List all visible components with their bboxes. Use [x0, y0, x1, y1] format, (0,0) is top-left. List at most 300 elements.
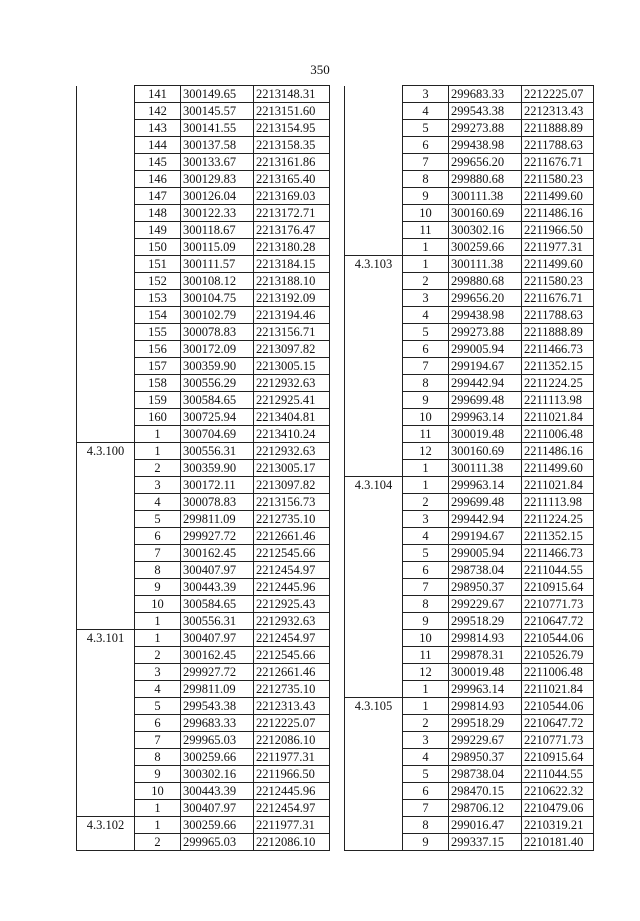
point-number-cell: 10	[403, 630, 449, 647]
table-row	[345, 834, 594, 851]
table-row	[345, 613, 594, 630]
section-cell	[77, 188, 135, 205]
x-coordinate-cell: 299518.29	[449, 715, 522, 732]
section-cell	[345, 154, 403, 171]
point-number-cell: 6	[403, 562, 449, 579]
point-number-cell: 11	[403, 222, 449, 239]
x-coordinate-cell: 299543.38	[449, 103, 522, 120]
point-number-cell: 7	[135, 732, 181, 749]
x-coordinate-cell: 298738.04	[449, 766, 522, 783]
table-row	[345, 154, 594, 171]
x-coordinate-cell: 299699.48	[449, 392, 522, 409]
y-coordinate-cell: 2213154.95	[254, 120, 330, 137]
section-cell	[77, 256, 135, 273]
x-coordinate-cell: 300259.66	[181, 749, 254, 766]
table-row	[77, 681, 330, 698]
x-coordinate-cell: 299699.48	[449, 494, 522, 511]
table-row	[345, 341, 594, 358]
point-number-cell: 1	[135, 817, 181, 834]
x-coordinate-cell: 300162.45	[181, 545, 254, 562]
point-number-cell: 141	[135, 86, 181, 103]
section-cell	[345, 86, 403, 103]
point-number-cell: 12	[403, 443, 449, 460]
section-cell	[345, 205, 403, 222]
section-cell: 4.3.105	[345, 698, 403, 715]
section-cell	[77, 783, 135, 800]
y-coordinate-cell: 2213192.09	[254, 290, 330, 307]
point-number-cell: 2	[135, 460, 181, 477]
table-row	[77, 596, 330, 613]
table-row	[77, 171, 330, 188]
table-row	[77, 562, 330, 579]
table-row	[77, 205, 330, 222]
section-cell	[345, 137, 403, 154]
point-number-cell: 8	[135, 562, 181, 579]
x-coordinate-cell: 299005.94	[449, 341, 522, 358]
y-coordinate-cell: 2210526.79	[522, 647, 594, 664]
y-coordinate-cell: 2212545.66	[254, 545, 330, 562]
table-row	[77, 273, 330, 290]
section-cell	[345, 171, 403, 188]
y-coordinate-cell: 2212225.07	[254, 715, 330, 732]
point-number-cell: 8	[403, 817, 449, 834]
x-coordinate-cell: 299442.94	[449, 375, 522, 392]
x-coordinate-cell: 300162.45	[181, 647, 254, 664]
y-coordinate-cell: 2210771.73	[522, 732, 594, 749]
x-coordinate-cell: 300172.11	[181, 477, 254, 494]
x-coordinate-cell: 300111.38	[449, 188, 522, 205]
section-cell	[77, 562, 135, 579]
point-number-cell: 7	[403, 154, 449, 171]
y-coordinate-cell: 2211486.16	[522, 205, 594, 222]
point-number-cell: 143	[135, 120, 181, 137]
y-coordinate-cell: 2211006.48	[522, 426, 594, 443]
y-coordinate-cell: 2213194.46	[254, 307, 330, 324]
y-coordinate-cell: 2210544.06	[522, 630, 594, 647]
x-coordinate-cell: 300019.48	[449, 426, 522, 443]
point-number-cell: 4	[403, 307, 449, 324]
section-cell	[345, 426, 403, 443]
x-coordinate-cell: 300104.75	[181, 290, 254, 307]
y-coordinate-cell: 2211044.55	[522, 562, 594, 579]
section-cell	[77, 409, 135, 426]
x-coordinate-cell: 299878.31	[449, 647, 522, 664]
section-cell	[77, 392, 135, 409]
table-row	[77, 732, 330, 749]
x-coordinate-cell: 300102.79	[181, 307, 254, 324]
section-cell	[345, 664, 403, 681]
section-cell	[345, 715, 403, 732]
x-coordinate-cell: 300407.97	[181, 562, 254, 579]
section-cell	[77, 766, 135, 783]
x-coordinate-cell: 300115.09	[181, 239, 254, 256]
table-row	[77, 834, 330, 851]
x-coordinate-cell: 300141.55	[181, 120, 254, 137]
point-number-cell: 1	[403, 460, 449, 477]
point-number-cell: 1	[135, 630, 181, 647]
x-coordinate-cell: 298470.15	[449, 783, 522, 800]
point-number-cell: 7	[403, 800, 449, 817]
y-coordinate-cell: 2210771.73	[522, 596, 594, 613]
section-cell	[345, 290, 403, 307]
table-row	[77, 477, 330, 494]
x-coordinate-cell: 299965.03	[181, 834, 254, 851]
table-row	[345, 86, 594, 103]
section-cell	[77, 494, 135, 511]
section-cell	[77, 749, 135, 766]
point-number-cell: 149	[135, 222, 181, 239]
point-number-cell: 152	[135, 273, 181, 290]
x-coordinate-cell: 300443.39	[181, 579, 254, 596]
point-number-cell: 3	[403, 86, 449, 103]
point-number-cell: 9	[403, 834, 449, 851]
point-number-cell: 5	[403, 545, 449, 562]
x-coordinate-cell: 299963.14	[449, 409, 522, 426]
section-cell	[77, 545, 135, 562]
y-coordinate-cell: 2212225.07	[522, 86, 594, 103]
x-coordinate-cell: 300118.67	[181, 222, 254, 239]
section-cell	[345, 443, 403, 460]
table-row	[77, 817, 330, 834]
section-cell	[77, 528, 135, 545]
x-coordinate-cell: 300078.83	[181, 494, 254, 511]
x-coordinate-cell: 299963.14	[449, 477, 522, 494]
section-cell	[77, 579, 135, 596]
x-coordinate-cell: 299194.67	[449, 528, 522, 545]
y-coordinate-cell: 2212086.10	[254, 834, 330, 851]
y-coordinate-cell: 2211466.73	[522, 341, 594, 358]
section-cell	[345, 239, 403, 256]
section-cell	[77, 273, 135, 290]
table-row	[77, 103, 330, 120]
section-cell	[77, 103, 135, 120]
table-row	[345, 647, 594, 664]
point-number-cell: 1	[135, 800, 181, 817]
x-coordinate-cell: 300584.65	[181, 596, 254, 613]
table-row	[345, 460, 594, 477]
x-coordinate-cell: 299965.03	[181, 732, 254, 749]
point-number-cell: 1	[403, 256, 449, 273]
y-coordinate-cell: 2211888.89	[522, 324, 594, 341]
y-coordinate-cell: 2213404.81	[254, 409, 330, 426]
table-row	[345, 817, 594, 834]
table-row	[345, 188, 594, 205]
table-row	[77, 443, 330, 460]
y-coordinate-cell: 2212313.43	[522, 103, 594, 120]
point-number-cell: 4	[403, 528, 449, 545]
section-cell	[345, 800, 403, 817]
section-cell	[77, 120, 135, 137]
section-cell	[77, 426, 135, 443]
table-row	[345, 545, 594, 562]
section-cell	[345, 222, 403, 239]
x-coordinate-cell: 300259.66	[181, 817, 254, 834]
section-cell	[345, 358, 403, 375]
table-row	[345, 324, 594, 341]
point-number-cell: 158	[135, 375, 181, 392]
y-coordinate-cell: 2213410.24	[254, 426, 330, 443]
table-row	[77, 375, 330, 392]
y-coordinate-cell: 2210915.64	[522, 579, 594, 596]
table-row	[345, 749, 594, 766]
point-number-cell: 146	[135, 171, 181, 188]
x-coordinate-cell: 300133.67	[181, 154, 254, 171]
x-coordinate-cell: 300556.29	[181, 375, 254, 392]
y-coordinate-cell: 2212661.46	[254, 664, 330, 681]
point-number-cell: 9	[403, 188, 449, 205]
point-number-cell: 154	[135, 307, 181, 324]
point-number-cell: 10	[135, 783, 181, 800]
point-number-cell: 2	[403, 715, 449, 732]
y-coordinate-cell: 2212735.10	[254, 681, 330, 698]
section-cell	[345, 341, 403, 358]
table-row	[77, 307, 330, 324]
section-cell	[345, 392, 403, 409]
x-coordinate-cell: 299880.68	[449, 171, 522, 188]
section-cell	[77, 358, 135, 375]
table-row	[77, 341, 330, 358]
section-cell	[345, 120, 403, 137]
table-row	[345, 596, 594, 613]
y-coordinate-cell: 2211676.71	[522, 154, 594, 171]
x-coordinate-cell: 299927.72	[181, 664, 254, 681]
y-coordinate-cell: 2213188.10	[254, 273, 330, 290]
point-number-cell: 1	[135, 426, 181, 443]
y-coordinate-cell: 2211224.25	[522, 511, 594, 528]
y-coordinate-cell: 2211499.60	[522, 256, 594, 273]
point-number-cell: 9	[403, 392, 449, 409]
point-number-cell: 1	[135, 443, 181, 460]
x-coordinate-cell: 299683.33	[449, 86, 522, 103]
point-number-cell: 7	[403, 358, 449, 375]
coordinates-table-left	[76, 85, 330, 851]
point-number-cell: 155	[135, 324, 181, 341]
point-number-cell: 3	[403, 290, 449, 307]
section-cell	[77, 307, 135, 324]
point-number-cell: 8	[403, 375, 449, 392]
table-row	[77, 426, 330, 443]
y-coordinate-cell: 2213176.47	[254, 222, 330, 239]
x-coordinate-cell: 299229.67	[449, 596, 522, 613]
y-coordinate-cell: 2211021.84	[522, 409, 594, 426]
table-row	[77, 120, 330, 137]
table-row	[77, 698, 330, 715]
x-coordinate-cell: 300359.90	[181, 460, 254, 477]
y-coordinate-cell: 2213158.35	[254, 137, 330, 154]
y-coordinate-cell: 2211499.60	[522, 460, 594, 477]
table-row	[345, 511, 594, 528]
point-number-cell: 12	[403, 664, 449, 681]
table-row	[77, 290, 330, 307]
section-cell	[345, 834, 403, 851]
point-number-cell: 1	[403, 681, 449, 698]
point-number-cell: 6	[135, 715, 181, 732]
y-coordinate-cell: 2212545.66	[254, 647, 330, 664]
x-coordinate-cell: 300149.65	[181, 86, 254, 103]
x-coordinate-cell: 300111.38	[449, 460, 522, 477]
point-number-cell: 1	[403, 698, 449, 715]
table-row	[345, 256, 594, 273]
x-coordinate-cell: 299005.94	[449, 545, 522, 562]
table-row	[345, 494, 594, 511]
point-number-cell: 7	[403, 579, 449, 596]
point-number-cell: 9	[135, 766, 181, 783]
section-cell: 4.3.104	[345, 477, 403, 494]
point-number-cell: 3	[135, 477, 181, 494]
y-coordinate-cell: 2211977.31	[522, 239, 594, 256]
point-number-cell: 6	[135, 528, 181, 545]
point-number-cell: 150	[135, 239, 181, 256]
section-cell	[345, 103, 403, 120]
y-coordinate-cell: 2212932.63	[254, 375, 330, 392]
section-cell	[77, 239, 135, 256]
table-row	[345, 528, 594, 545]
table-row	[77, 715, 330, 732]
y-coordinate-cell: 2213151.60	[254, 103, 330, 120]
section-cell	[345, 460, 403, 477]
y-coordinate-cell: 2213180.28	[254, 239, 330, 256]
section-cell	[77, 664, 135, 681]
section-cell: 4.3.103	[345, 256, 403, 273]
point-number-cell: 7	[135, 545, 181, 562]
table-row	[345, 222, 594, 239]
point-number-cell: 6	[403, 341, 449, 358]
point-number-cell: 10	[403, 205, 449, 222]
x-coordinate-cell: 300407.97	[181, 800, 254, 817]
section-cell	[345, 681, 403, 698]
section-cell	[345, 766, 403, 783]
x-coordinate-cell: 298706.12	[449, 800, 522, 817]
point-number-cell: 156	[135, 341, 181, 358]
point-number-cell: 151	[135, 256, 181, 273]
table-row	[345, 120, 594, 137]
table-row	[77, 630, 330, 647]
x-coordinate-cell: 298950.37	[449, 579, 522, 596]
section-cell	[345, 647, 403, 664]
y-coordinate-cell: 2211676.71	[522, 290, 594, 307]
y-coordinate-cell: 2213156.71	[254, 324, 330, 341]
point-number-cell: 159	[135, 392, 181, 409]
table-row	[345, 664, 594, 681]
table-row	[345, 239, 594, 256]
table-row	[77, 409, 330, 426]
x-coordinate-cell: 299811.09	[181, 681, 254, 698]
y-coordinate-cell: 2212454.97	[254, 800, 330, 817]
x-coordinate-cell: 300078.83	[181, 324, 254, 341]
section-cell	[345, 630, 403, 647]
x-coordinate-cell: 299656.20	[449, 290, 522, 307]
y-coordinate-cell: 2210622.32	[522, 783, 594, 800]
x-coordinate-cell: 300137.58	[181, 137, 254, 154]
table-row	[345, 392, 594, 409]
point-number-cell: 8	[135, 749, 181, 766]
table-row	[77, 256, 330, 273]
section-cell	[345, 494, 403, 511]
table-row	[77, 137, 330, 154]
y-coordinate-cell: 2212925.41	[254, 392, 330, 409]
section-cell	[77, 341, 135, 358]
y-coordinate-cell: 2211580.23	[522, 273, 594, 290]
y-coordinate-cell: 2211113.98	[522, 494, 594, 511]
section-cell	[345, 375, 403, 392]
y-coordinate-cell: 2211021.84	[522, 681, 594, 698]
y-coordinate-cell: 2210479.06	[522, 800, 594, 817]
point-number-cell: 6	[403, 783, 449, 800]
section-cell	[345, 562, 403, 579]
y-coordinate-cell: 2211580.23	[522, 171, 594, 188]
point-number-cell: 2	[135, 647, 181, 664]
y-coordinate-cell: 2212932.63	[254, 443, 330, 460]
x-coordinate-cell: 300108.12	[181, 273, 254, 290]
table-row	[345, 681, 594, 698]
y-coordinate-cell: 2211966.50	[522, 222, 594, 239]
point-number-cell: 9	[135, 579, 181, 596]
point-number-cell: 2	[403, 494, 449, 511]
x-coordinate-cell: 299273.88	[449, 120, 522, 137]
table-row	[345, 732, 594, 749]
table-row	[77, 392, 330, 409]
x-coordinate-cell: 298738.04	[449, 562, 522, 579]
y-coordinate-cell: 2213005.15	[254, 358, 330, 375]
y-coordinate-cell: 2210181.40	[522, 834, 594, 851]
x-coordinate-cell: 300407.97	[181, 630, 254, 647]
table-row	[345, 137, 594, 154]
section-cell	[77, 86, 135, 103]
section-cell	[77, 647, 135, 664]
table-row	[345, 477, 594, 494]
x-coordinate-cell: 300443.39	[181, 783, 254, 800]
x-coordinate-cell: 299880.68	[449, 273, 522, 290]
y-coordinate-cell: 2213172.71	[254, 205, 330, 222]
x-coordinate-cell: 300126.04	[181, 188, 254, 205]
point-number-cell: 5	[403, 766, 449, 783]
point-number-cell: 4	[135, 494, 181, 511]
y-coordinate-cell: 2213097.82	[254, 477, 330, 494]
x-coordinate-cell: 299518.29	[449, 613, 522, 630]
table-row	[345, 426, 594, 443]
table-row	[345, 273, 594, 290]
point-number-cell: 5	[135, 511, 181, 528]
section-cell	[77, 324, 135, 341]
y-coordinate-cell: 2210915.64	[522, 749, 594, 766]
x-coordinate-cell: 300172.09	[181, 341, 254, 358]
point-number-cell: 4	[403, 749, 449, 766]
x-coordinate-cell: 300129.83	[181, 171, 254, 188]
x-coordinate-cell: 300725.94	[181, 409, 254, 426]
point-number-cell: 148	[135, 205, 181, 222]
x-coordinate-cell: 299543.38	[181, 698, 254, 715]
table-row	[77, 783, 330, 800]
y-coordinate-cell: 2210647.72	[522, 715, 594, 732]
section-cell	[77, 732, 135, 749]
table-row	[77, 154, 330, 171]
x-coordinate-cell: 300302.16	[449, 222, 522, 239]
section-cell	[77, 137, 135, 154]
y-coordinate-cell: 2213169.03	[254, 188, 330, 205]
section-cell	[345, 324, 403, 341]
point-number-cell: 5	[403, 324, 449, 341]
x-coordinate-cell: 300160.69	[449, 205, 522, 222]
x-coordinate-cell: 300359.90	[181, 358, 254, 375]
point-number-cell: 145	[135, 154, 181, 171]
table-row	[77, 613, 330, 630]
section-cell	[345, 545, 403, 562]
y-coordinate-cell: 2211888.89	[522, 120, 594, 137]
section-cell: 4.3.102	[77, 817, 135, 834]
y-coordinate-cell: 2211006.48	[522, 664, 594, 681]
point-number-cell: 144	[135, 137, 181, 154]
y-coordinate-cell: 2212454.97	[254, 630, 330, 647]
